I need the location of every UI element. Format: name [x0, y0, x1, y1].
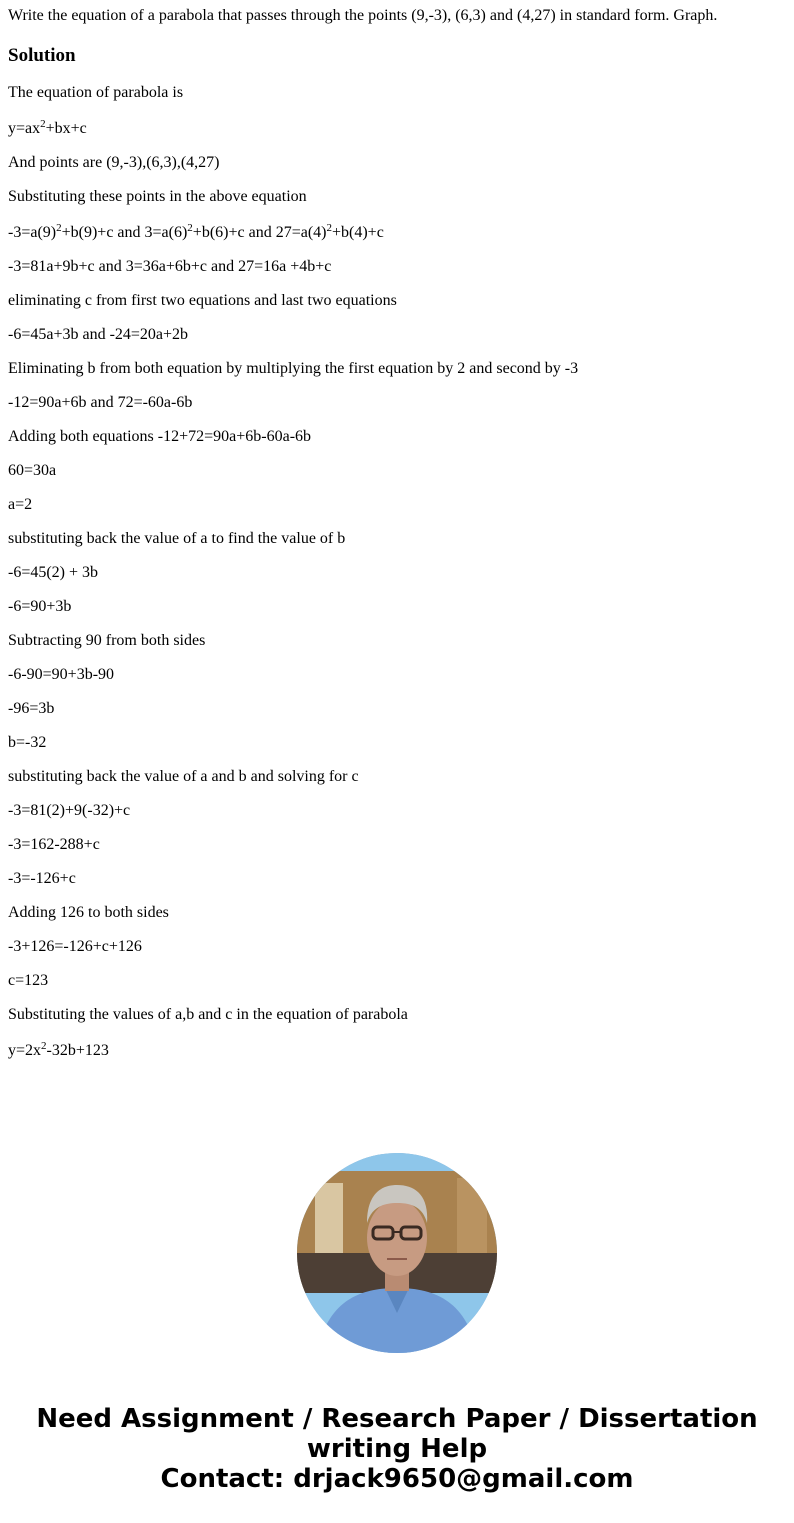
step-text: Eliminating b from both equation by multiplying the first equation by 2 and second by -3 [8, 360, 579, 377]
step-text: And points are (9,-3),(6,3),(4,27) [8, 154, 220, 171]
solution-step [8, 870, 578, 888]
solution-step [8, 972, 578, 990]
step-text: Substituting these points in the above equation [8, 188, 307, 205]
solution-step [8, 292, 578, 310]
step-text: The equation of parabola is [8, 84, 184, 101]
solution-step [8, 222, 578, 242]
solution-steps [8, 84, 578, 1076]
step-text: -32b+123 [46, 1042, 109, 1059]
step-text: y=ax [8, 120, 41, 137]
exponent: 2 [56, 222, 62, 234]
solution-step [8, 734, 578, 752]
promo-line-3: Contact: drjack9650@gmail.com [160, 1464, 634, 1494]
solution-step [8, 1040, 578, 1060]
step-text: -3=81(2)+9(-32)+c [8, 802, 131, 819]
exponent: 2 [40, 118, 46, 130]
solution-step [8, 462, 578, 480]
step-text: -6-90=90+3b-90 [8, 666, 115, 683]
solution-step [8, 632, 578, 650]
solution-step [8, 154, 578, 172]
step-text: +b(6)+c and 27=a(4) [192, 224, 327, 241]
step-text: Adding both equations -12+72=90a+6b-60a-6b [8, 428, 312, 445]
step-text: -12=90a+6b and 72=-60a-6b [8, 394, 193, 411]
solution-step [8, 496, 578, 514]
solution-step [8, 938, 578, 956]
exponent: 2 [326, 222, 332, 234]
solution-step [8, 802, 578, 820]
solution-step [8, 84, 578, 102]
solution-step [8, 394, 578, 412]
step-text: +b(4)+c [331, 224, 384, 241]
solution-step [8, 360, 578, 378]
solution-step [8, 666, 578, 684]
step-text: -6=45a+3b and -24=20a+2b [8, 326, 189, 343]
solution-step [8, 768, 578, 786]
exponent: 2 [41, 1040, 47, 1052]
solution-step [8, 428, 578, 446]
step-text: 60=30a [8, 462, 57, 479]
solution-step [8, 326, 578, 344]
solution-step [8, 258, 578, 276]
question-text: Write the equation of a parabola that passes through the points (9,-3), (6,3) and (4,27) in standard form. Graph. [8, 7, 718, 24]
step-text: substituting back the value of a and b and solving for c [8, 768, 359, 785]
step-text: -96=3b [8, 700, 55, 717]
solution-step [8, 836, 578, 854]
step-text: b=-32 [8, 734, 47, 751]
step-text: -3=-126+c [8, 870, 76, 887]
author-portrait-image [297, 1153, 497, 1353]
promo-line-1: Need Assignment / Research Paper / Dissertation [36, 1404, 758, 1434]
step-text: substituting back the value of a to find the value of b [8, 530, 346, 547]
author-avatar [297, 1153, 497, 1353]
step-text: -3=81a+9b+c and 3=36a+6b+c and 27=16a +4b+c [8, 258, 332, 275]
solution-step [8, 1006, 578, 1024]
solution-step [8, 700, 578, 718]
step-text: +bx+c [45, 120, 87, 137]
step-text: eliminating c from first two equations and last two equations [8, 292, 397, 309]
step-text: -3=a(9) [8, 224, 57, 241]
solution-step [8, 598, 578, 616]
solution-step [8, 188, 578, 206]
step-text: -3=162-288+c [8, 836, 100, 853]
step-text: -6=45(2) + 3b [8, 564, 99, 581]
step-text: Adding 126 to both sides [8, 904, 169, 921]
step-text: c=123 [8, 972, 49, 989]
step-text: -3+126=-126+c+126 [8, 938, 142, 955]
promo-line-2: writing Help [306, 1434, 488, 1464]
step-text: Substituting the values of a,b and c in the equation of parabola [8, 1006, 408, 1023]
solution-step [8, 904, 578, 922]
solution-heading: Solution [8, 45, 76, 66]
step-text: -6=90+3b [8, 598, 72, 615]
step-text: y=2x [8, 1042, 42, 1059]
solution-step [8, 118, 578, 138]
solution-step [8, 564, 578, 582]
solution-step [8, 530, 578, 548]
step-text: +b(9)+c and 3=a(6) [61, 224, 188, 241]
exponent: 2 [187, 222, 193, 234]
promo-banner [0, 1404, 794, 1494]
step-text: a=2 [8, 496, 33, 513]
step-text: Subtracting 90 from both sides [8, 632, 206, 649]
